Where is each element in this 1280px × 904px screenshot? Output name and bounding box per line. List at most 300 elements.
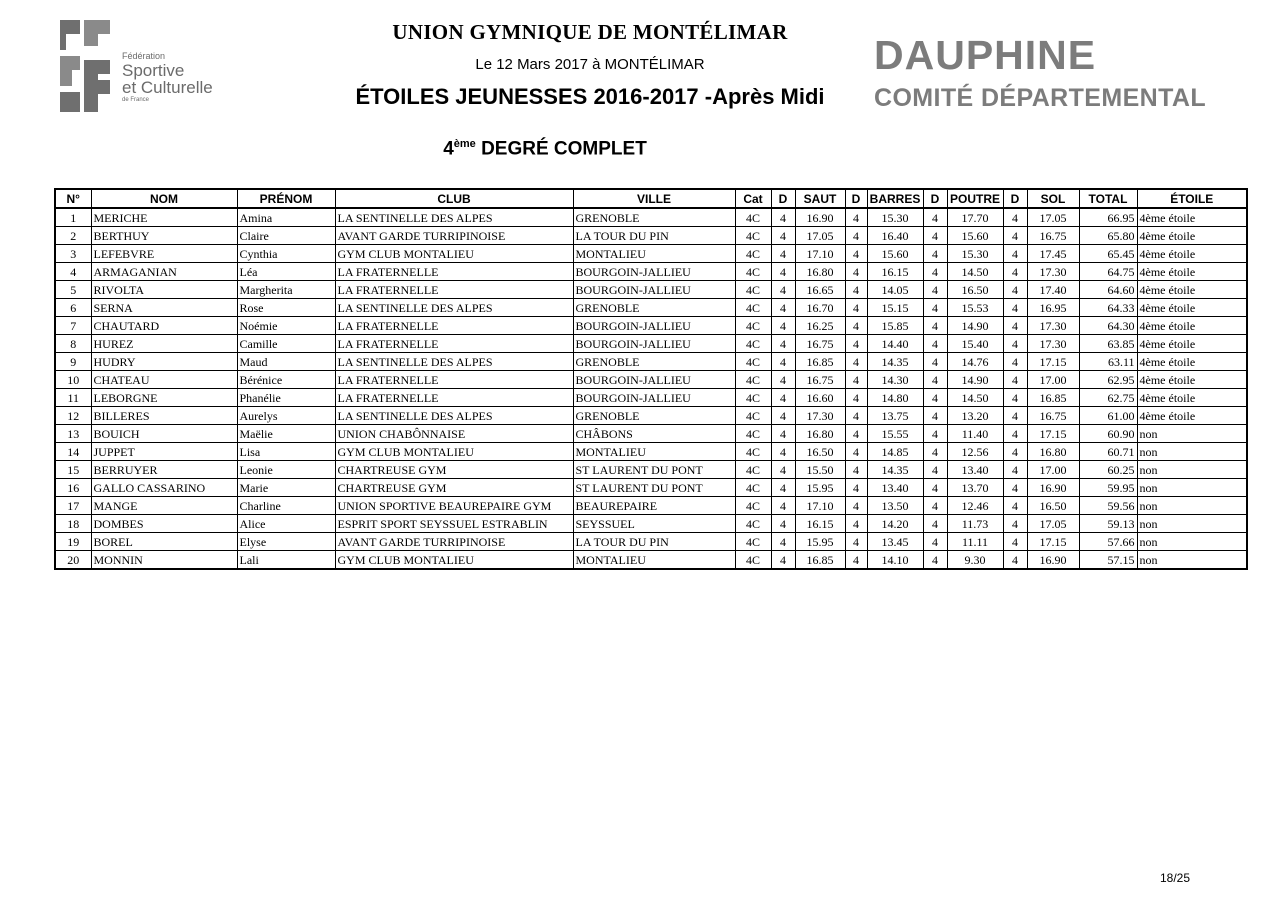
col-prenom-cell: Noémie bbox=[237, 317, 335, 335]
col-ville-cell: MONTALIEU bbox=[573, 551, 735, 570]
col-etoile-cell: non bbox=[1137, 425, 1247, 443]
page-number: 18/25 bbox=[1160, 871, 1191, 885]
col-sol-cell: 17.30 bbox=[1027, 317, 1079, 335]
col-poutre-cell: 14.90 bbox=[947, 371, 1003, 389]
col-number-cell: 12 bbox=[55, 407, 91, 425]
col-total-cell: 59.56 bbox=[1079, 497, 1137, 515]
col-d-poutre-cell: 4 bbox=[923, 407, 947, 425]
col-cat-cell: 4C bbox=[735, 461, 771, 479]
col-cat-cell: 4C bbox=[735, 245, 771, 263]
col-total-cell: 61.00 bbox=[1079, 407, 1137, 425]
organizer-title: UNION GYMNIQUE DE MONTÉLIMAR bbox=[392, 20, 788, 44]
col-cat-cell: 4C bbox=[735, 533, 771, 551]
col-total-cell: 63.85 bbox=[1079, 335, 1137, 353]
col-saut-cell: 16.75 bbox=[795, 335, 845, 353]
col-d-poutre-cell: 4 bbox=[923, 245, 947, 263]
col-prenom-cell: Maëlie bbox=[237, 425, 335, 443]
col-sol-cell: 17.05 bbox=[1027, 515, 1079, 533]
col-ville-cell: ST LAURENT DU PONT bbox=[573, 479, 735, 497]
col-prenom-cell: Leonie bbox=[237, 461, 335, 479]
col-d-poutre-cell: 4 bbox=[923, 208, 947, 227]
col-saut-cell: 16.60 bbox=[795, 389, 845, 407]
event-date: Le 12 Mars 2017 à MONTÉLIMAR bbox=[475, 56, 705, 73]
col-number-cell: 13 bbox=[55, 425, 91, 443]
col-d-saut-cell: 4 bbox=[771, 551, 795, 570]
level-label: DEGRÉ COMPLET bbox=[475, 138, 647, 160]
col-club-cell: GYM CLUB MONTALIEU bbox=[335, 551, 573, 570]
col-cat-cell: 4C bbox=[735, 371, 771, 389]
col-ville-cell: BOURGOIN-JALLIEU bbox=[573, 371, 735, 389]
col-d-sol-cell: 4 bbox=[1003, 461, 1027, 479]
col-cat-cell: 4C bbox=[735, 515, 771, 533]
col-d-saut-cell: 4 bbox=[771, 479, 795, 497]
col-barres-cell: 16.40 bbox=[867, 227, 923, 245]
table-header-row bbox=[55, 189, 1247, 208]
col-ville-cell: LA TOUR DU PIN bbox=[573, 533, 735, 551]
col-sol-cell: 16.75 bbox=[1027, 227, 1079, 245]
col-sol-cell: 16.50 bbox=[1027, 497, 1079, 515]
col-d-barres-header: D bbox=[845, 189, 867, 208]
col-sol-cell: 17.00 bbox=[1027, 461, 1079, 479]
col-total-cell: 63.11 bbox=[1079, 353, 1137, 371]
col-d-saut-cell: 4 bbox=[771, 443, 795, 461]
col-club-cell: LA FRATERNELLE bbox=[335, 263, 573, 281]
col-barres-cell: 15.55 bbox=[867, 425, 923, 443]
col-barres-cell: 14.35 bbox=[867, 353, 923, 371]
col-d-poutre-cell: 4 bbox=[923, 317, 947, 335]
col-cat-cell: 4C bbox=[735, 299, 771, 317]
col-etoile-cell: non bbox=[1137, 551, 1247, 570]
col-poutre-cell: 15.30 bbox=[947, 245, 1003, 263]
table-row bbox=[55, 281, 1247, 299]
col-number-cell: 18 bbox=[55, 515, 91, 533]
table-row bbox=[55, 497, 1247, 515]
col-number-cell: 14 bbox=[55, 443, 91, 461]
table-row bbox=[55, 443, 1247, 461]
col-total-cell: 60.90 bbox=[1079, 425, 1137, 443]
table-row bbox=[55, 533, 1247, 551]
col-d-saut-cell: 4 bbox=[771, 497, 795, 515]
col-total-cell: 66.95 bbox=[1079, 208, 1137, 227]
col-sol-cell: 17.30 bbox=[1027, 335, 1079, 353]
col-prenom-cell: Alice bbox=[237, 515, 335, 533]
fscf-logo-text bbox=[122, 52, 213, 103]
col-nom-cell: GALLO CASSARINO bbox=[91, 479, 237, 497]
col-sol-cell: 16.85 bbox=[1027, 389, 1079, 407]
col-barres-cell: 13.50 bbox=[867, 497, 923, 515]
col-club-cell: LA FRATERNELLE bbox=[335, 281, 573, 299]
col-club-cell: LA FRATERNELLE bbox=[335, 335, 573, 353]
col-d-sol-cell: 4 bbox=[1003, 281, 1027, 299]
col-etoile-cell: 4ème étoile bbox=[1137, 335, 1247, 353]
col-ville-cell: ST LAURENT DU PONT bbox=[573, 461, 735, 479]
col-d-poutre-cell: 4 bbox=[923, 389, 947, 407]
col-number-cell: 3 bbox=[55, 245, 91, 263]
col-poutre-cell: 13.20 bbox=[947, 407, 1003, 425]
col-d-poutre-cell: 4 bbox=[923, 281, 947, 299]
col-prenom-cell: Maud bbox=[237, 353, 335, 371]
col-d-sol-cell: 4 bbox=[1003, 208, 1027, 227]
col-d-sol-cell: 4 bbox=[1003, 497, 1027, 515]
col-barres-cell: 16.15 bbox=[867, 263, 923, 281]
col-nom-cell: RIVOLTA bbox=[91, 281, 237, 299]
col-poutre-cell: 13.70 bbox=[947, 479, 1003, 497]
col-d-poutre-header: D bbox=[923, 189, 947, 208]
col-sol-cell: 17.15 bbox=[1027, 533, 1079, 551]
col-total-cell: 65.45 bbox=[1079, 245, 1137, 263]
col-cat-cell: 4C bbox=[735, 281, 771, 299]
logo-line-4: de France bbox=[122, 97, 150, 103]
col-prenom-cell: Phanélie bbox=[237, 389, 335, 407]
col-d-barres-cell: 4 bbox=[845, 533, 867, 551]
col-barres-cell: 14.35 bbox=[867, 461, 923, 479]
col-poutre-cell: 14.90 bbox=[947, 317, 1003, 335]
col-number-cell: 10 bbox=[55, 371, 91, 389]
col-barres-cell: 14.40 bbox=[867, 335, 923, 353]
col-total-cell: 59.95 bbox=[1079, 479, 1137, 497]
committee-title: COMITÉ DÉPARTEMENTAL bbox=[874, 84, 1207, 112]
level-number: 4 bbox=[443, 138, 454, 160]
col-d-barres-cell: 4 bbox=[845, 335, 867, 353]
col-d-poutre-cell: 4 bbox=[923, 479, 947, 497]
col-barres-cell: 15.60 bbox=[867, 245, 923, 263]
col-etoile-cell: 4ème étoile bbox=[1137, 407, 1247, 425]
col-d-barres-cell: 4 bbox=[845, 443, 867, 461]
col-number-cell: 8 bbox=[55, 335, 91, 353]
col-club-cell: LA SENTINELLE DES ALPES bbox=[335, 299, 573, 317]
col-total-cell: 57.66 bbox=[1079, 533, 1137, 551]
col-club-cell: AVANT GARDE TURRIPINOISE bbox=[335, 533, 573, 551]
col-nom-cell: HUREZ bbox=[91, 335, 237, 353]
col-d-barres-cell: 4 bbox=[845, 317, 867, 335]
col-etoile-cell: 4ème étoile bbox=[1137, 281, 1247, 299]
table-row bbox=[55, 299, 1247, 317]
col-total-cell: 62.75 bbox=[1079, 389, 1137, 407]
col-sol-cell: 16.75 bbox=[1027, 407, 1079, 425]
results-body bbox=[55, 208, 1247, 569]
col-d-barres-cell: 4 bbox=[845, 407, 867, 425]
col-d-poutre-cell: 4 bbox=[923, 335, 947, 353]
col-poutre-cell: 11.11 bbox=[947, 533, 1003, 551]
fscf-logo-icon bbox=[54, 16, 116, 116]
col-nom-cell: LEFEBVRE bbox=[91, 245, 237, 263]
col-cat-cell: 4C bbox=[735, 551, 771, 570]
col-etoile-header: ÉTOILE bbox=[1137, 189, 1247, 208]
col-number-cell: 11 bbox=[55, 389, 91, 407]
col-club-cell: UNION CHABÔNNAISE bbox=[335, 425, 573, 443]
col-d-sol-header: D bbox=[1003, 189, 1027, 208]
col-club-cell: GYM CLUB MONTALIEU bbox=[335, 443, 573, 461]
col-cat-cell: 4C bbox=[735, 335, 771, 353]
col-d-saut-cell: 4 bbox=[771, 208, 795, 227]
col-total-cell: 64.30 bbox=[1079, 317, 1137, 335]
col-etoile-cell: 4ème étoile bbox=[1137, 353, 1247, 371]
col-etoile-cell: non bbox=[1137, 443, 1247, 461]
col-saut-cell: 17.05 bbox=[795, 227, 845, 245]
col-barres-header: BARRES bbox=[867, 189, 923, 208]
col-saut-cell: 16.15 bbox=[795, 515, 845, 533]
col-barres-cell: 14.85 bbox=[867, 443, 923, 461]
col-cat-cell: 4C bbox=[735, 497, 771, 515]
col-ville-cell: GRENOBLE bbox=[573, 353, 735, 371]
col-etoile-cell: 4ème étoile bbox=[1137, 227, 1247, 245]
col-d-saut-cell: 4 bbox=[771, 371, 795, 389]
col-poutre-cell: 15.60 bbox=[947, 227, 1003, 245]
col-nom-cell: BOUICH bbox=[91, 425, 237, 443]
col-number-cell: 7 bbox=[55, 317, 91, 335]
col-prenom-cell: Lisa bbox=[237, 443, 335, 461]
col-nom-cell: ARMAGANIAN bbox=[91, 263, 237, 281]
col-barres-cell: 13.75 bbox=[867, 407, 923, 425]
col-total-cell: 65.80 bbox=[1079, 227, 1137, 245]
col-number-cell: 4 bbox=[55, 263, 91, 281]
col-etoile-cell: 4ème étoile bbox=[1137, 245, 1247, 263]
col-barres-cell: 15.85 bbox=[867, 317, 923, 335]
table-row bbox=[55, 461, 1247, 479]
col-number-cell: 17 bbox=[55, 497, 91, 515]
col-d-sol-cell: 4 bbox=[1003, 389, 1027, 407]
col-number-cell: 9 bbox=[55, 353, 91, 371]
col-d-barres-cell: 4 bbox=[845, 551, 867, 570]
col-d-barres-cell: 4 bbox=[845, 389, 867, 407]
col-ville-cell: BOURGOIN-JALLIEU bbox=[573, 389, 735, 407]
col-club-cell: GYM CLUB MONTALIEU bbox=[335, 245, 573, 263]
col-d-poutre-cell: 4 bbox=[923, 263, 947, 281]
col-d-poutre-cell: 4 bbox=[923, 551, 947, 570]
table-row bbox=[55, 227, 1247, 245]
col-club-cell: CHARTREUSE GYM bbox=[335, 479, 573, 497]
col-barres-cell: 15.30 bbox=[867, 208, 923, 227]
col-d-saut-cell: 4 bbox=[771, 407, 795, 425]
col-d-poutre-cell: 4 bbox=[923, 443, 947, 461]
col-prenom-cell: Aurelys bbox=[237, 407, 335, 425]
table-row bbox=[55, 407, 1247, 425]
col-nom-header: NOM bbox=[91, 189, 237, 208]
col-ville-cell: GRENOBLE bbox=[573, 299, 735, 317]
col-nom-cell: LEBORGNE bbox=[91, 389, 237, 407]
col-total-cell: 60.71 bbox=[1079, 443, 1137, 461]
col-ville-cell: LA TOUR DU PIN bbox=[573, 227, 735, 245]
fscf-logo bbox=[54, 16, 234, 116]
col-ville-cell: BOURGOIN-JALLIEU bbox=[573, 263, 735, 281]
col-ville-cell: BEAUREPAIRE bbox=[573, 497, 735, 515]
col-sol-cell: 16.90 bbox=[1027, 479, 1079, 497]
col-d-barres-cell: 4 bbox=[845, 371, 867, 389]
col-saut-cell: 16.85 bbox=[795, 353, 845, 371]
col-etoile-cell: non bbox=[1137, 479, 1247, 497]
col-saut-cell: 16.90 bbox=[795, 208, 845, 227]
col-ville-cell: MONTALIEU bbox=[573, 245, 735, 263]
col-cat-cell: 4C bbox=[735, 317, 771, 335]
col-etoile-cell: non bbox=[1137, 461, 1247, 479]
event-title: ÉTOILES JEUNESSES 2016-2017 -Après Midi bbox=[355, 84, 825, 109]
col-sol-cell: 16.80 bbox=[1027, 443, 1079, 461]
col-prenom-cell: Cynthia bbox=[237, 245, 335, 263]
col-prenom-cell: Bérénice bbox=[237, 371, 335, 389]
col-club-cell: LA FRATERNELLE bbox=[335, 371, 573, 389]
col-d-saut-cell: 4 bbox=[771, 515, 795, 533]
col-barres-cell: 14.30 bbox=[867, 371, 923, 389]
logo-line-1: Fédération bbox=[122, 51, 166, 61]
col-cat-cell: 4C bbox=[735, 208, 771, 227]
table-row bbox=[55, 353, 1247, 371]
col-d-sol-cell: 4 bbox=[1003, 245, 1027, 263]
col-ville-cell: BOURGOIN-JALLIEU bbox=[573, 281, 735, 299]
col-nom-cell: SERNA bbox=[91, 299, 237, 317]
col-etoile-cell: 4ème étoile bbox=[1137, 299, 1247, 317]
col-nom-cell: MANGE bbox=[91, 497, 237, 515]
col-poutre-cell: 16.50 bbox=[947, 281, 1003, 299]
col-d-barres-cell: 4 bbox=[845, 299, 867, 317]
col-poutre-cell: 12.56 bbox=[947, 443, 1003, 461]
col-poutre-cell: 15.53 bbox=[947, 299, 1003, 317]
col-d-poutre-cell: 4 bbox=[923, 371, 947, 389]
col-club-header: CLUB bbox=[335, 189, 573, 208]
col-d-barres-cell: 4 bbox=[845, 281, 867, 299]
col-etoile-cell: 4ème étoile bbox=[1137, 389, 1247, 407]
col-number-cell: 19 bbox=[55, 533, 91, 551]
col-d-sol-cell: 4 bbox=[1003, 263, 1027, 281]
table-row bbox=[55, 371, 1247, 389]
col-saut-header: SAUT bbox=[795, 189, 845, 208]
col-number-cell: 6 bbox=[55, 299, 91, 317]
table-row bbox=[55, 263, 1247, 281]
col-saut-cell: 16.25 bbox=[795, 317, 845, 335]
col-number-cell: 2 bbox=[55, 227, 91, 245]
col-nom-cell: JUPPET bbox=[91, 443, 237, 461]
col-d-barres-cell: 4 bbox=[845, 353, 867, 371]
col-poutre-cell: 11.40 bbox=[947, 425, 1003, 443]
table-row bbox=[55, 245, 1247, 263]
col-total-cell: 64.60 bbox=[1079, 281, 1137, 299]
table-row bbox=[55, 425, 1247, 443]
col-d-barres-cell: 4 bbox=[845, 425, 867, 443]
col-prenom-cell: Rose bbox=[237, 299, 335, 317]
col-prenom-cell: Margherita bbox=[237, 281, 335, 299]
col-total-cell: 57.15 bbox=[1079, 551, 1137, 570]
col-ville-cell: SEYSSUEL bbox=[573, 515, 735, 533]
col-cat-cell: 4C bbox=[735, 227, 771, 245]
col-barres-cell: 14.80 bbox=[867, 389, 923, 407]
col-d-sol-cell: 4 bbox=[1003, 227, 1027, 245]
col-prenom-cell: Amina bbox=[237, 208, 335, 227]
col-club-cell: LA FRATERNELLE bbox=[335, 389, 573, 407]
col-d-sol-cell: 4 bbox=[1003, 551, 1027, 570]
col-cat-cell: 4C bbox=[735, 443, 771, 461]
table-row bbox=[55, 335, 1247, 353]
col-sol-cell: 16.95 bbox=[1027, 299, 1079, 317]
col-club-cell: LA SENTINELLE DES ALPES bbox=[335, 208, 573, 227]
col-d-poutre-cell: 4 bbox=[923, 515, 947, 533]
col-barres-cell: 15.15 bbox=[867, 299, 923, 317]
col-d-poutre-cell: 4 bbox=[923, 299, 947, 317]
col-nom-cell: CHAUTARD bbox=[91, 317, 237, 335]
col-d-poutre-cell: 4 bbox=[923, 425, 947, 443]
col-etoile-cell: 4ème étoile bbox=[1137, 208, 1247, 227]
col-nom-cell: MERICHE bbox=[91, 208, 237, 227]
col-d-poutre-cell: 4 bbox=[923, 227, 947, 245]
col-total-cell: 62.95 bbox=[1079, 371, 1137, 389]
col-etoile-cell: non bbox=[1137, 497, 1247, 515]
col-etoile-cell: 4ème étoile bbox=[1137, 263, 1247, 281]
col-cat-cell: 4C bbox=[735, 263, 771, 281]
col-prenom-cell: Claire bbox=[237, 227, 335, 245]
col-nom-cell: MONNIN bbox=[91, 551, 237, 570]
table-row bbox=[55, 317, 1247, 335]
col-d-saut-cell: 4 bbox=[771, 461, 795, 479]
col-barres-cell: 13.45 bbox=[867, 533, 923, 551]
col-d-sol-cell: 4 bbox=[1003, 407, 1027, 425]
col-saut-cell: 16.75 bbox=[795, 371, 845, 389]
col-ville-cell: CHÂBONS bbox=[573, 425, 735, 443]
col-d-barres-cell: 4 bbox=[845, 263, 867, 281]
col-d-barres-cell: 4 bbox=[845, 245, 867, 263]
col-etoile-cell: non bbox=[1137, 533, 1247, 551]
col-nom-cell: HUDRY bbox=[91, 353, 237, 371]
col-ville-cell: BOURGOIN-JALLIEU bbox=[573, 335, 735, 353]
col-prenom-cell: Camille bbox=[237, 335, 335, 353]
results-table bbox=[54, 188, 1248, 570]
col-number-cell: 15 bbox=[55, 461, 91, 479]
col-number-cell: 5 bbox=[55, 281, 91, 299]
col-sol-cell: 17.40 bbox=[1027, 281, 1079, 299]
table-row bbox=[55, 515, 1247, 533]
col-etoile-cell: 4ème étoile bbox=[1137, 317, 1247, 335]
col-sol-cell: 17.45 bbox=[1027, 245, 1079, 263]
col-sol-cell: 16.90 bbox=[1027, 551, 1079, 570]
col-barres-cell: 14.10 bbox=[867, 551, 923, 570]
col-total-cell: 60.25 bbox=[1079, 461, 1137, 479]
col-cat-cell: 4C bbox=[735, 425, 771, 443]
table-row bbox=[55, 479, 1247, 497]
col-saut-cell: 16.80 bbox=[795, 425, 845, 443]
level-title bbox=[400, 138, 690, 160]
col-d-sol-cell: 4 bbox=[1003, 443, 1027, 461]
col-d-saut-cell: 4 bbox=[771, 425, 795, 443]
col-total-header: TOTAL bbox=[1079, 189, 1137, 208]
col-d-saut-cell: 4 bbox=[771, 533, 795, 551]
col-d-poutre-cell: 4 bbox=[923, 497, 947, 515]
col-d-sol-cell: 4 bbox=[1003, 425, 1027, 443]
col-saut-cell: 16.85 bbox=[795, 551, 845, 570]
col-barres-cell: 14.05 bbox=[867, 281, 923, 299]
col-ville-cell: GRENOBLE bbox=[573, 407, 735, 425]
col-saut-cell: 17.10 bbox=[795, 245, 845, 263]
col-ville-header: VILLE bbox=[573, 189, 735, 208]
col-number-cell: 1 bbox=[55, 208, 91, 227]
col-prenom-cell: Elyse bbox=[237, 533, 335, 551]
col-nom-cell: BILLERES bbox=[91, 407, 237, 425]
col-ville-cell: MONTALIEU bbox=[573, 443, 735, 461]
col-prenom-cell: Charline bbox=[237, 497, 335, 515]
col-number-cell: 16 bbox=[55, 479, 91, 497]
col-barres-cell: 14.20 bbox=[867, 515, 923, 533]
table-row bbox=[55, 551, 1247, 570]
col-saut-cell: 17.10 bbox=[795, 497, 845, 515]
col-d-poutre-cell: 4 bbox=[923, 533, 947, 551]
col-cat-cell: 4C bbox=[735, 353, 771, 371]
col-prenom-cell: Léa bbox=[237, 263, 335, 281]
col-total-cell: 64.33 bbox=[1079, 299, 1137, 317]
table-row bbox=[55, 208, 1247, 227]
col-sol-cell: 17.15 bbox=[1027, 353, 1079, 371]
col-d-saut-cell: 4 bbox=[771, 245, 795, 263]
logo-line-3: et Culturelle bbox=[122, 78, 213, 97]
col-number-cell: 20 bbox=[55, 551, 91, 570]
col-saut-cell: 17.30 bbox=[795, 407, 845, 425]
col-prenom-cell: Lali bbox=[237, 551, 335, 570]
col-poutre-header: POUTRE bbox=[947, 189, 1003, 208]
